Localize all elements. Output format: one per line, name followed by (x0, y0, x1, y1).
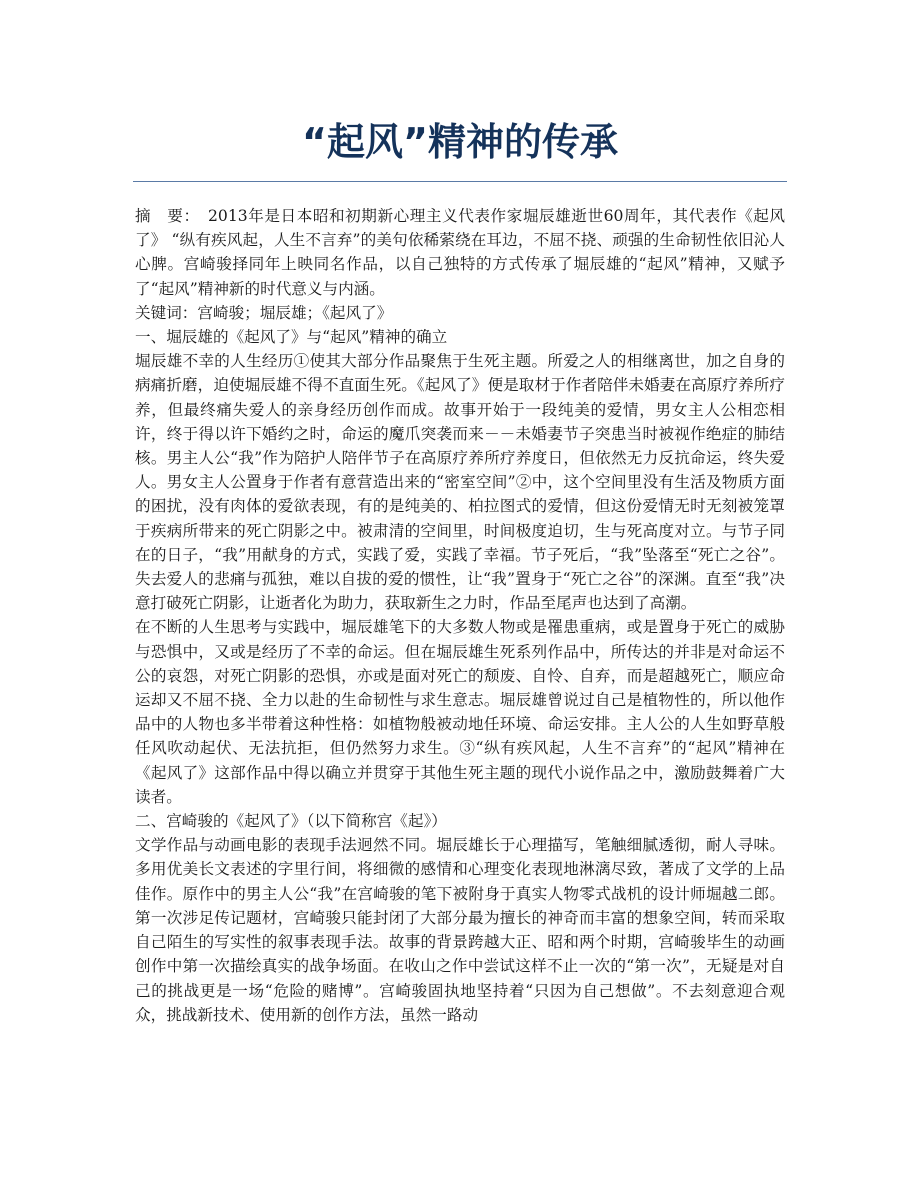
abstract-label: 摘 要： (135, 207, 192, 225)
section-1-paragraph-1: 堀辰雄不幸的人生经历①使其大部分作品聚焦于生死主题。所爱之人的相继离世，加之自身的病痛折磨，迫使堀辰雄不得不直面生死。《起风了》便是取材于作者陪伴未婚妻在高原疗养所疗养，但最终痛失爱人的亲身经历创作而成。故事开始于一段纯美的爱情，男女主人公相恋相许，终于得以许下婚约之时，命运的魔爪突袭而来－－未婚妻节子突患当时被视作绝症的肺结核。男主人公“我”作为陪护人陪伴节子在高原疗养所疗养度日，但依然无力反抗命运，终失爱人。男女主人公置身于作者有意营造出来的“密室空间”②中，这个空间里没有生活及物质方面的困扰，没有肉体的爱欲表现，有的是纯美的、柏拉图式的爱情，但这份爱情无时无刻被笼罩于疾病所带来的死亡阴影之中。被肃清的空间里，时间极度迫切，生与死高度对立。与节子同在的日子，“我”用献身的方式，实践了爱，实践了幸福。节子死后，“我”坠落至“死亡之谷”。失去爱人的悲痛与孤独，难以自拔的爱的惯性，让“我”置身于“死亡之谷”的深渊。直至“我”决意打破死亡阴影，让逝者化为助力，获取新生之力时，作品至尾声也达到了高潮。 (135, 352, 785, 613)
keywords-line (135, 301, 785, 325)
keywords-label: 关键词： (135, 303, 198, 322)
section-2-heading: 二、宫崎骏的《起风了》（以下简称宫《起》） (135, 812, 447, 831)
keywords-text: 宫崎骏；堀辰雄；《起风了》 (197, 303, 393, 322)
section-1-heading: 一、堀辰雄的《起风了》与“起风”精神的确立 (135, 328, 448, 347)
abstract-text: 2013年是日本昭和初期新心理主义代表作家堀辰雄逝世60周年，其代表作《起风了》 “纵有疾风起，人生不言弃”的美句依稀萦绕在耳边，不屈不挠、顽强的生命韧性依旧沁人心脾。宫崎骏择同年上映同名作品，以自己独特的方式传承了堀辰雄的“起风”精神，又赋予了“起风”精神新的时代意义与内涵。 (135, 207, 785, 298)
document-body (135, 204, 785, 1027)
document-title: “起风”精神的传承 (302, 120, 618, 164)
section-2-paragraph-1: 文学作品与动画电影的表现手法迥然不同。堀辰雄长于心理描写，笔触细腻透彻，耐人寻味。多用优美长文表述的字里行间，将细微的感情和心理变化表现地淋漓尽致，著成了文学的上品佳作。原作中的男主人公“我”在宫崎骏的笔下被附身于真实人物零式战机的设计师堀越二郎。第一次涉足传记题材，宫崎骏只能封闭了大部分最为擅长的神奇而丰富的想象空间，转而采取自己陌生的写实性的叙事表现手法。故事的背景跨越大正、昭和两个时期，宫崎骏毕生的动画创作中第一次描绘真实的战争场面。在收山之作中尝试这样不止一次的“第一次”，无疑是对自己的挑战更是一场“危险的赌博”。宫崎骏固执地坚持着“只因为自己想做”。不去刻意迎合观众，挑战新技术、使用新的创作方法，虽然一路动 (135, 836, 785, 1024)
section-1-paragraph-2: 在不断的人生思考与实践中，堀辰雄笔下的大多数人物或是罹患重病，或是置身于死亡的威胁与恐惧中，又或是经历了不幸的命运。但在堀辰雄生死系列作品中，所传达的并非是对命运不公的哀怨，对死亡阴影的恐惧，亦或是面对死亡的颓废、自怜、自弃，而是超越死亡，顺应命运却又不屈不挠、全力以赴的生命韧性与求生意志。堀辰雄曾说过自己是植物性的，所以他作品中的人物也多半带着这种性格：如植物般被动地任环境、命运安排。主人公的人生如野草般任风吹动起伏、无法抗拒，但仍然努力求生。③“纵有疾风起，人生不言弃”的“起风”精神在《起风了》这部作品中得以确立并贯穿于其他生死主题的现代小说作品之中，激励鼓舞着广大读者。 (135, 618, 785, 806)
abstract-paragraph (135, 204, 785, 301)
title-divider (133, 181, 787, 182)
